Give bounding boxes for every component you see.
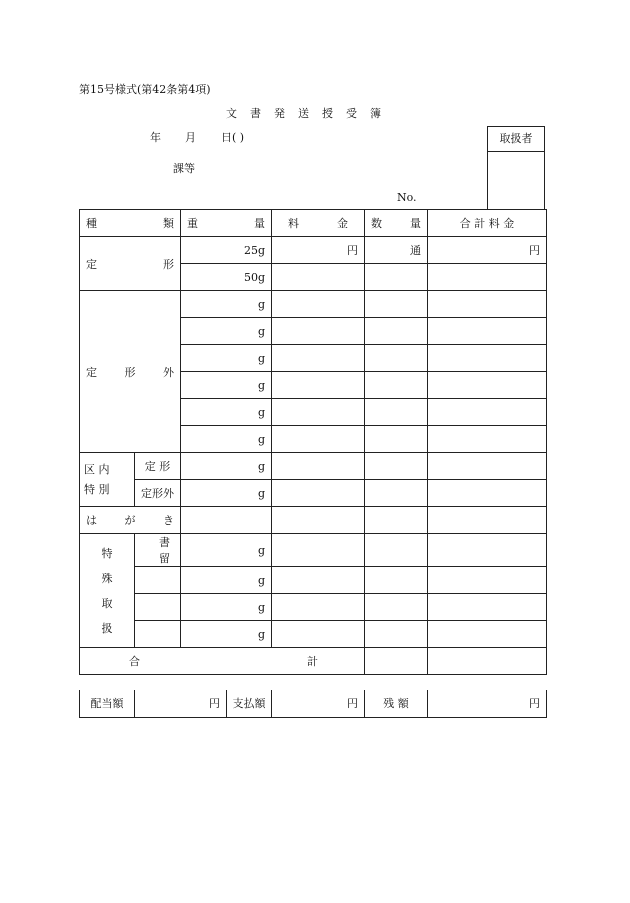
header-count-right: 量	[410, 217, 421, 230]
weight-g: g	[181, 372, 272, 399]
nonstandard-c: 外	[163, 365, 174, 379]
paid-yen: 円	[272, 690, 365, 717]
remaining-yen: 円	[428, 690, 547, 717]
allocated-label: 配当額	[80, 690, 135, 717]
nonstandard-b: 形	[124, 365, 136, 379]
date-day-label: 日( )	[221, 131, 245, 144]
special-char: 特	[101, 547, 113, 560]
special-row	[80, 594, 547, 621]
standard-row-25g	[80, 237, 547, 264]
kunai-standard: 定 形	[135, 453, 181, 480]
date-month-label: 月	[185, 131, 196, 144]
kunai-line1: 区 内	[84, 462, 110, 476]
remaining-label: 残 額	[365, 690, 428, 717]
department-label: 課等	[173, 162, 195, 175]
kunai-line2: 特 別	[84, 482, 110, 496]
standard-right: 形	[163, 257, 174, 271]
hagaki-row	[80, 507, 547, 534]
weight-g: g	[181, 399, 272, 426]
weight-g: g	[181, 594, 272, 621]
special-row	[80, 621, 547, 648]
hagaki-b: が	[124, 514, 136, 527]
weight-g: g	[181, 621, 272, 648]
fee-yen-label: 円	[272, 237, 365, 264]
allocated-yen: 円	[135, 690, 227, 717]
header-weight-left: 重	[187, 217, 198, 230]
weight-g: g	[181, 567, 272, 594]
weight-g: g	[181, 480, 272, 507]
standard-left: 定	[86, 257, 97, 271]
header-count-left: 数	[371, 217, 382, 230]
weight-50g: 50g	[181, 264, 272, 291]
header-row	[80, 210, 547, 237]
total-yen-label: 円	[428, 237, 547, 264]
paid-label: 支払額	[227, 690, 272, 717]
kunai-row-nonstandard	[80, 480, 547, 507]
special-row	[80, 534, 547, 567]
hagaki-a: は	[86, 514, 97, 527]
header-kind-left: 種	[86, 217, 97, 230]
summary-row	[80, 690, 547, 717]
handler-label: 取扱者	[488, 127, 544, 152]
weight-25g: 25g	[181, 237, 272, 264]
form-title: 文書発送授受簿	[226, 107, 394, 120]
header-weight-right: 量	[254, 217, 265, 230]
weight-g: g	[181, 291, 272, 318]
total-left: 合	[129, 655, 140, 668]
weight-g: g	[181, 453, 272, 480]
registered-label: 書 留	[135, 534, 181, 567]
header-fee-left: 料	[288, 217, 299, 230]
nonstandard-a: 定	[86, 365, 97, 379]
header-kind-right: 類	[163, 217, 174, 230]
handler-box	[487, 126, 545, 210]
ledger-table	[79, 209, 547, 675]
weight-g: g	[181, 426, 272, 453]
number-label: No.	[397, 191, 417, 204]
date-year-label: 年	[150, 131, 161, 144]
weight-g: g	[181, 318, 272, 345]
header-fee-right: 金	[337, 217, 348, 230]
special-row	[80, 567, 547, 594]
form-number: 第15号様式(第42条第4項)	[79, 83, 211, 96]
kunai-row-standard	[80, 453, 547, 480]
count-tsu-label: 通	[365, 237, 428, 264]
weight-g: g	[181, 345, 272, 372]
header-total-fee: 合 計 料 金	[428, 210, 547, 237]
special-char: 取	[101, 597, 113, 610]
summary-table	[79, 690, 547, 718]
nonstandard-row	[80, 291, 547, 318]
kunai-nonstandard: 定形外	[135, 480, 181, 507]
total-row	[80, 648, 547, 675]
special-char: 扱	[101, 622, 113, 635]
total-right: 計	[307, 655, 318, 668]
weight-g: g	[181, 534, 272, 567]
special-char: 殊	[101, 572, 113, 585]
hagaki-c: き	[163, 514, 174, 527]
